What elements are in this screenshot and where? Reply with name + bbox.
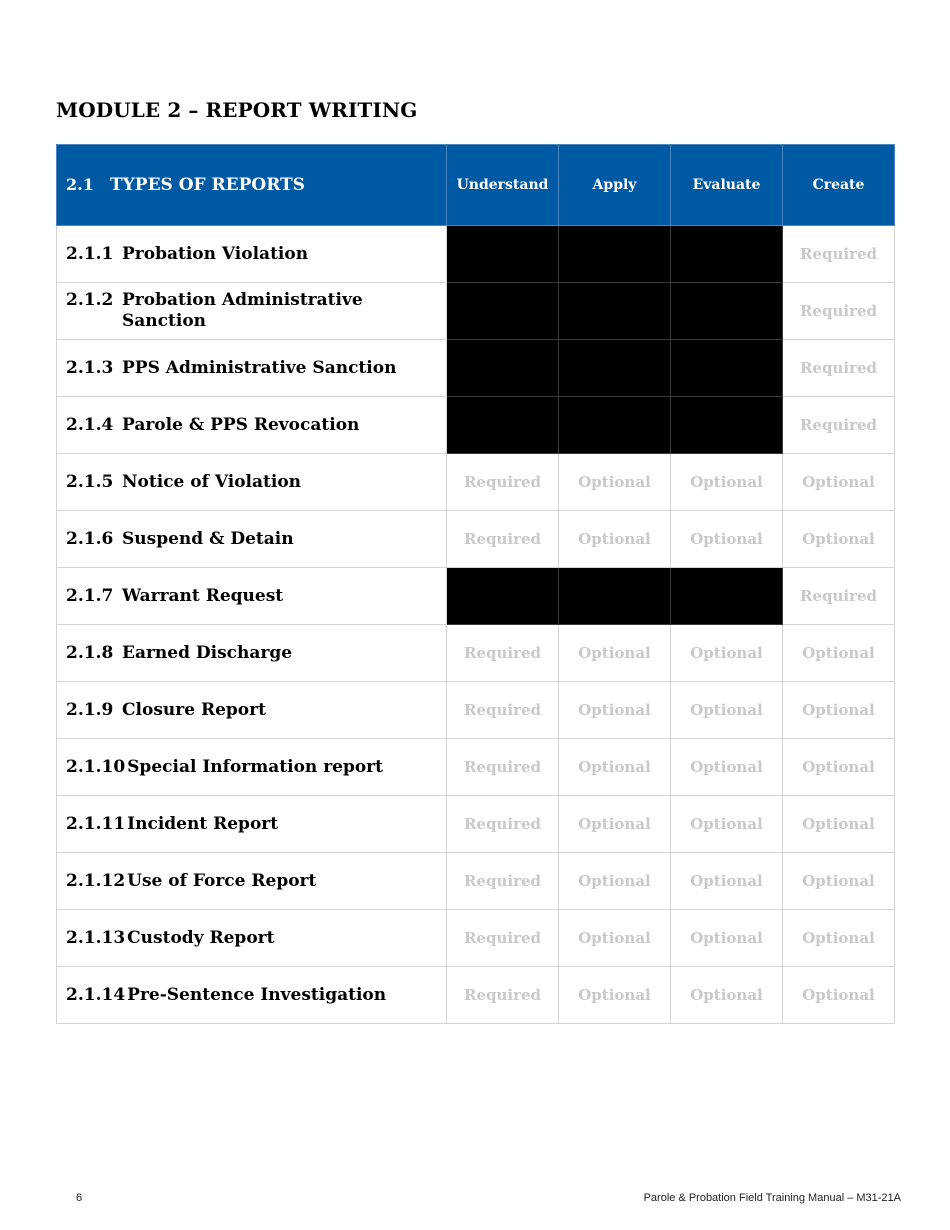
level-cell-understand: Required [447, 967, 559, 1024]
topic-title: PPS Administrative Sanction [122, 357, 397, 378]
level-cell-understand: Required [447, 625, 559, 682]
topic-cell [57, 625, 447, 682]
table-row [57, 283, 895, 340]
level-cell-evaluate [671, 340, 783, 397]
level-cell-apply [559, 568, 671, 625]
level-cell-apply [559, 340, 671, 397]
level-cell-understand [447, 568, 559, 625]
level-cell-evaluate [671, 283, 783, 340]
topic-title: Suspend & Detain [122, 528, 294, 549]
level-cell-understand: Required [447, 739, 559, 796]
level-cell-create: Optional [783, 796, 895, 853]
level-cell-understand: Required [447, 682, 559, 739]
topic-cell [57, 739, 447, 796]
topic-number: 2.1.2 [66, 290, 114, 310]
table-row [57, 397, 895, 454]
topic-cell [57, 967, 447, 1024]
level-cell-understand: Required [447, 454, 559, 511]
column-header-apply: Apply [559, 145, 671, 226]
module-title: MODULE 2 – REPORT WRITING [56, 98, 418, 122]
table-row [57, 739, 895, 796]
level-cell-create: Optional [783, 511, 895, 568]
topic-number: 2.1.13 [66, 927, 126, 948]
column-header-create: Create [783, 145, 895, 226]
level-cell-understand: Required [447, 910, 559, 967]
topic-number: 2.1.12 [66, 870, 126, 891]
level-cell-create: Optional [783, 454, 895, 511]
table-row [57, 625, 895, 682]
topic-number: 2.1.10 [66, 756, 126, 777]
topic-cell [57, 568, 447, 625]
level-cell-apply: Optional [559, 739, 671, 796]
topic-cell [57, 226, 447, 283]
table-row [57, 226, 895, 283]
topic-number: 2.1.14 [66, 984, 126, 1005]
page-number: 6 [76, 1192, 83, 1204]
topic-title: Probation Violation [122, 243, 309, 264]
level-cell-apply: Optional [559, 454, 671, 511]
topic-title: Closure Report [122, 699, 266, 720]
topic-number: 2.1.1 [66, 243, 114, 264]
level-cell-evaluate [671, 397, 783, 454]
table-row [57, 568, 895, 625]
level-cell-apply: Optional [559, 910, 671, 967]
manual-title: Parole & Probation Field Training Manual – M31-21A [643, 1192, 901, 1204]
level-cell-create: Optional [783, 853, 895, 910]
level-cell-evaluate: Optional [671, 739, 783, 796]
level-cell-create: Optional [783, 739, 895, 796]
topic-title: Special Information report [127, 756, 383, 777]
topic-title: Pre-Sentence Investigation [127, 984, 387, 1005]
level-cell-evaluate [671, 568, 783, 625]
level-cell-understand [447, 340, 559, 397]
topic-cell [57, 340, 447, 397]
topic-number: 2.1.8 [66, 642, 114, 663]
topic-title: Incident Report [127, 813, 279, 834]
topic-title: Custody Report [127, 927, 275, 948]
level-cell-create: Required [783, 568, 895, 625]
level-cell-create: Optional [783, 967, 895, 1024]
topic-number: 2.1.5 [66, 471, 114, 492]
level-cell-apply: Optional [559, 682, 671, 739]
level-cell-apply: Optional [559, 511, 671, 568]
level-cell-create: Optional [783, 910, 895, 967]
level-cell-understand: Required [447, 796, 559, 853]
topic-number: 2.1.3 [66, 357, 114, 378]
level-cell-evaluate: Optional [671, 682, 783, 739]
level-cell-understand: Required [447, 511, 559, 568]
level-cell-evaluate: Optional [671, 853, 783, 910]
topic-cell [57, 682, 447, 739]
section-title: TYPES OF REPORTS [110, 175, 305, 195]
topic-title: Earned Discharge [122, 642, 293, 663]
table-row [57, 511, 895, 568]
topic-cell [57, 283, 447, 340]
level-cell-evaluate: Optional [671, 796, 783, 853]
table-row [57, 340, 895, 397]
level-cell-evaluate: Optional [671, 910, 783, 967]
level-cell-apply: Optional [559, 796, 671, 853]
level-cell-apply: Optional [559, 967, 671, 1024]
level-cell-create: Required [783, 226, 895, 283]
level-cell-evaluate: Optional [671, 454, 783, 511]
level-cell-apply: Optional [559, 853, 671, 910]
topic-cell [57, 397, 447, 454]
level-cell-create: Optional [783, 625, 895, 682]
table-row [57, 910, 895, 967]
level-cell-understand: Required [447, 853, 559, 910]
topic-title: Parole & PPS Revocation [122, 414, 360, 435]
table-body [57, 226, 895, 1024]
topic-cell [57, 853, 447, 910]
level-cell-apply [559, 226, 671, 283]
report-types-table [56, 144, 895, 1024]
table-row [57, 454, 895, 511]
topic-number: 2.1.6 [66, 528, 114, 549]
topic-title: Use of Force Report [127, 870, 317, 891]
table-header-row [57, 145, 895, 226]
table-row [57, 796, 895, 853]
table-row [57, 967, 895, 1024]
topic-number: 2.1.9 [66, 699, 114, 720]
table-row [57, 853, 895, 910]
level-cell-create: Required [783, 397, 895, 454]
level-cell-apply: Optional [559, 625, 671, 682]
level-cell-create: Optional [783, 682, 895, 739]
level-cell-create: Required [783, 283, 895, 340]
level-cell-apply [559, 283, 671, 340]
level-cell-evaluate [671, 226, 783, 283]
topic-cell [57, 796, 447, 853]
level-cell-evaluate: Optional [671, 625, 783, 682]
topic-cell [57, 511, 447, 568]
section-number: 2.1 [66, 175, 94, 194]
table-row [57, 682, 895, 739]
level-cell-evaluate: Optional [671, 967, 783, 1024]
section-header [57, 145, 447, 226]
topic-title: Probation Administrative Sanction [122, 290, 363, 331]
level-cell-understand [447, 397, 559, 454]
topic-number: 2.1.11 [66, 813, 126, 834]
level-cell-apply [559, 397, 671, 454]
topic-cell [57, 454, 447, 511]
level-cell-understand [447, 283, 559, 340]
column-header-understand: Understand [447, 145, 559, 226]
topic-title: Notice of Violation [122, 471, 302, 492]
level-cell-evaluate: Optional [671, 511, 783, 568]
topic-number: 2.1.4 [66, 414, 114, 435]
topic-cell [57, 910, 447, 967]
level-cell-create: Required [783, 340, 895, 397]
column-header-evaluate: Evaluate [671, 145, 783, 226]
topic-number: 2.1.7 [66, 585, 114, 606]
level-cell-understand [447, 226, 559, 283]
topic-title: Warrant Request [122, 585, 284, 606]
